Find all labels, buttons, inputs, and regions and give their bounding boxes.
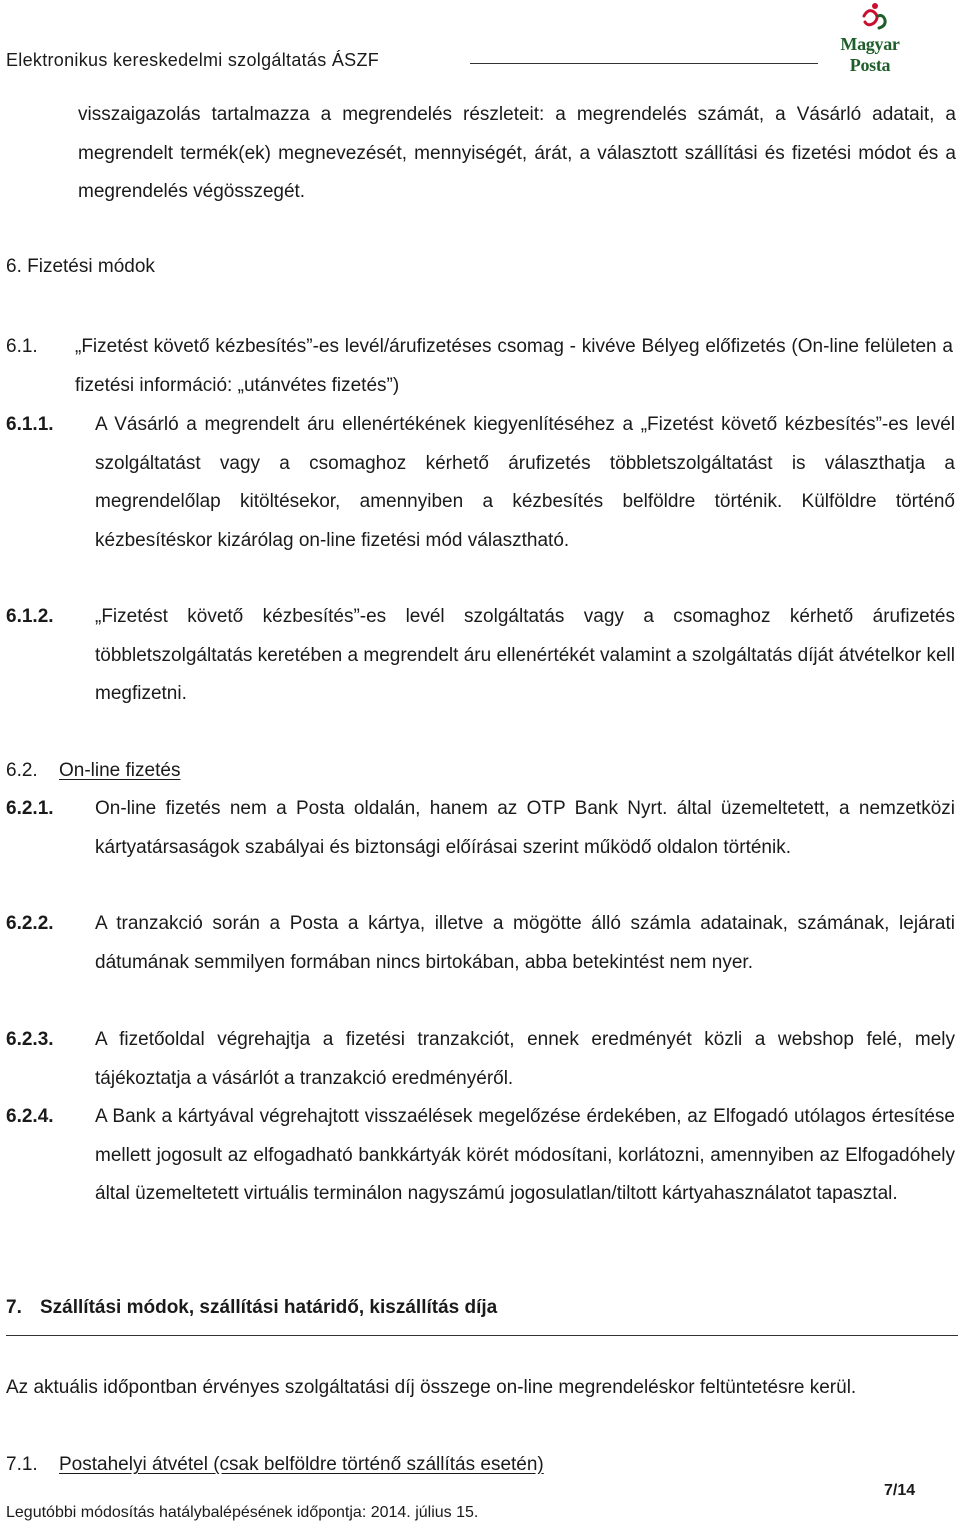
section-6-2-1-number: 6.2.1. [6, 798, 54, 819]
section-6-2-2-number: 6.2.2. [6, 913, 54, 934]
section-7-title: Szállítási módok, szállítási határidő, kiszállítás díja [40, 1297, 498, 1318]
section-6-1-1-text: A Vásárló a megrendelt áru ellenértékének kiegyenlítéséhez a „Fizetést követő kézbesítés”-es levél szolgáltatást vagy a csomaghoz kérhető árufizetés többletszolgáltatást is választhatja a megrendelőlap kitöltésekor, amennyiben a kézbesítés belföldre történik. Külföldre történő kézbesítéskor kizárólag on-line fizetési mód választható. [95, 414, 955, 551]
section-7-1-number: 7.1. [6, 1454, 38, 1475]
document-header-title: Elektronikus kereskedelmi szolgáltatás ÁSZF [6, 50, 380, 70]
header-rule [470, 63, 818, 64]
section-6-2-number: 6.2. [6, 760, 38, 781]
section-7-1-title: Postahelyi átvétel (csak belföldre történő szállítás esetén) [59, 1454, 544, 1475]
section-6-2-1-text: On-line fizetés nem a Posta oldalán, hanem az OTP Bank Nyrt. által üzemeltetett, a nemzetközi kártyatársaságok szabályai és biztonsági előírásai szerint működő oldalon történik. [95, 798, 955, 858]
section-6-2-4-number: 6.2.4. [6, 1106, 54, 1127]
posthorn-icon [820, 0, 920, 36]
section-6-heading: 6. Fizetési módok [6, 256, 155, 277]
section-6-2-3-number: 6.2.3. [6, 1029, 54, 1050]
section-7-rule [6, 1335, 958, 1336]
logo-text: Magyar Posta [840, 34, 900, 75]
section-6-1-1-number: 6.1.1. [6, 414, 54, 435]
page-number: 7/14 [884, 1482, 916, 1499]
footer-effective-date: Legutóbbi módosítás hatálybalépésének időpontja: 2014. július 15. [6, 1504, 479, 1521]
intro-paragraph: visszaigazolás tartalmazza a megrendelés részleteit: a megrendelés számát, a Vásárló adatait, a megrendelt termék(ek) megnevezését, mennyiségét, árát, a választott szállítási és fizetési módot és a megrendelés végösszegét. [78, 104, 956, 202]
section-6-2-2-text: A tranzakció során a Posta a kártya, illetve a mögötte álló számla adatainak, számának, lejárati dátumának semmilyen formában nincs birtokában, abba betekintést nem nyer. [95, 913, 955, 973]
section-6-2-4-text: A Bank a kártyával végrehajtott visszaélések megelőzése érdekében, az Elfogadó utólagos értesítése mellett jogosult az elfogadható bankkártyák körét módosítani, korlátozni, amennyiben az Elfogadóhely által üzemeltetett virtuális terminálon nagyszámú jogosulatlan/tiltott kártyahasználatot tapasztal. [95, 1106, 955, 1204]
section-6-1-number: 6.1. [6, 336, 38, 357]
section-6-2-3-text: A fizetőoldal végrehajtja a fizetési tranzakciót, ennek eredményét közli a webshop felé, mely tájékoztatja a vásárlót a tranzakció eredményéről. [95, 1029, 955, 1089]
section-7-intro: Az aktuális időpontban érvényes szolgáltatási díj összege on-line megrendeléskor feltüntetésre kerül. [6, 1377, 857, 1398]
section-6-1-2-text: „Fizetést követő kézbesítés”-es levél szolgáltatás vagy a csomaghoz kérhető árufizetés többletszolgáltatás keretében a megrendelt áru ellenértékét valamint a szolgáltatás díját átvételkor kell megfizetni. [95, 606, 955, 704]
section-6-1-2-number: 6.1.2. [6, 606, 54, 627]
magyar-posta-logo [820, 0, 920, 75]
section-6-1-text: „Fizetést követő kézbesítés”-es levél/árufizetéses csomag - kivéve Bélyeg előfizetés (On-line felületen a fizetési információ: „utánvétes fizetés”) [75, 336, 953, 396]
section-6-2-title: On-line fizetés [59, 760, 181, 781]
section-7-number: 7. [6, 1297, 22, 1318]
